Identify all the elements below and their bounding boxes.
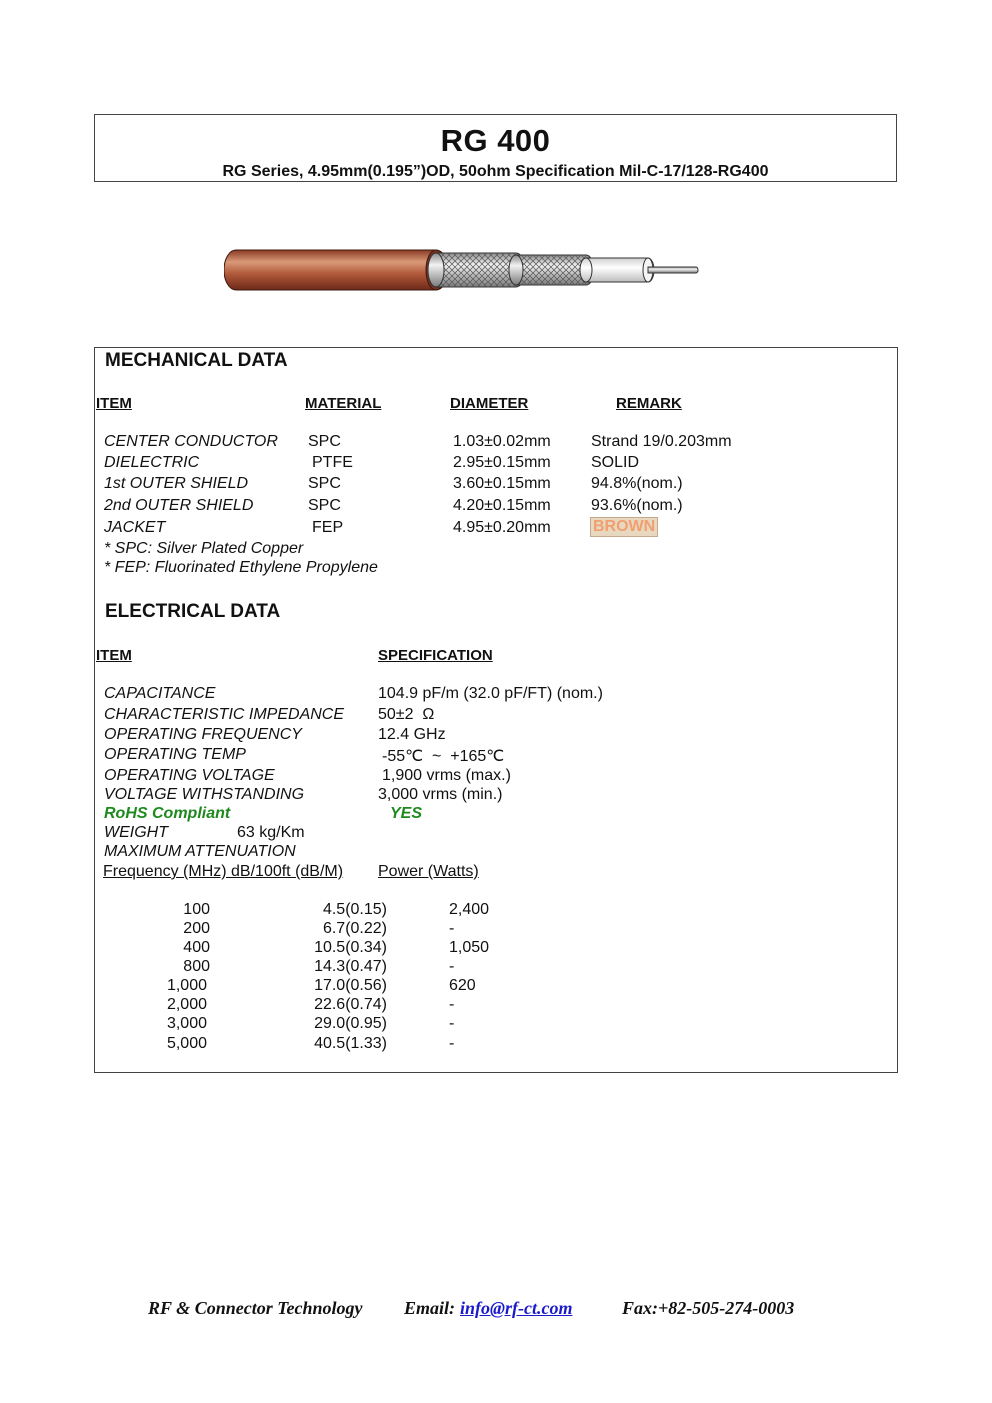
power-header: Power (Watts) xyxy=(378,863,479,880)
attenuation-title: MAXIMUM ATTENUATION xyxy=(104,843,296,860)
rohs-label: RoHS Compliant xyxy=(104,805,231,822)
atten-power: 1,050 xyxy=(449,939,490,956)
footer-email-link[interactable]: info@rf-ct.com xyxy=(460,1298,573,1318)
atten-freq: 100 xyxy=(183,901,210,918)
weight-value: 63 kg/Km xyxy=(237,824,305,841)
mech-diameter: 3.60±0.15mm xyxy=(453,475,551,492)
elec-item: OPERATING TEMP xyxy=(104,746,246,763)
mech-diameter: 2.95±0.15mm xyxy=(453,454,551,471)
elec-item: VOLTAGE WITHSTANDING xyxy=(104,786,305,803)
mech-material: SPC xyxy=(308,497,341,514)
atten-power: 2,400 xyxy=(449,901,490,918)
page-subtitle: RG Series, 4.95mm(0.195”)OD, 50ohm Specification Mil-C-17/128-RG400 xyxy=(222,163,769,180)
mech-note: * SPC: Silver Plated Copper xyxy=(104,540,304,557)
atten-freq: 1,000 xyxy=(166,977,207,994)
atten-value: 40.5(1.33) xyxy=(314,1035,387,1052)
atten-freq: 400 xyxy=(183,939,210,956)
atten-freq: 3,000 xyxy=(166,1015,207,1032)
elec-spec: 104.9 pF/m (32.0 pF/FT) (nom.) xyxy=(378,685,603,702)
atten-value: 6.7(0.22) xyxy=(322,920,387,937)
atten-value: 17.0(0.56) xyxy=(314,977,387,994)
mech-note: * FEP: Fluorinated Ethylene Propylene xyxy=(104,559,378,576)
mech-material: FEP xyxy=(312,519,344,536)
elec-col-specification: SPECIFICATION xyxy=(378,647,493,664)
atten-power: - xyxy=(449,996,455,1013)
rohs-value: YES xyxy=(390,805,423,822)
footer-company: RF & Connector Technology xyxy=(148,1298,363,1318)
elec-spec: -55℃ ~ +165℃ xyxy=(382,748,505,765)
mech-item: CENTER CONDUCTOR xyxy=(104,433,278,450)
attenuation-header: Frequency (MHz) dB/100ft (dB/M) xyxy=(103,863,344,880)
elec-item: OPERATING FREQUENCY xyxy=(104,726,302,743)
elec-spec: 12.4 GHz xyxy=(378,726,446,743)
title-box xyxy=(94,114,897,182)
mech-col-item: ITEM xyxy=(96,395,132,412)
elec-spec: 50±2 Ω xyxy=(378,706,435,723)
mech-diameter: 4.20±0.15mm xyxy=(453,497,551,514)
jacket-segment xyxy=(224,250,448,290)
jacket-color-badge: BROWN xyxy=(593,518,656,535)
mech-item: DIELECTRIC xyxy=(104,454,200,471)
atten-power: 620 xyxy=(449,977,476,994)
mech-material: PTFE xyxy=(312,454,353,471)
mech-col-diameter: DIAMETER xyxy=(450,395,529,412)
mech-diameter: 4.95±0.20mm xyxy=(453,519,551,536)
atten-freq: 800 xyxy=(183,958,210,975)
mech-col-material: MATERIAL xyxy=(305,395,382,412)
mech-material: SPC xyxy=(308,433,341,450)
atten-power: - xyxy=(449,958,455,975)
mech-remark: Strand 19/0.203mm xyxy=(591,433,732,450)
atten-freq: 5,000 xyxy=(166,1035,207,1052)
mech-item: 1st OUTER SHIELD xyxy=(104,475,249,492)
mech-remark: 94.8%(nom.) xyxy=(591,475,683,492)
atten-freq: 2,000 xyxy=(166,996,207,1013)
elec-spec: 1,900 vrms (max.) xyxy=(382,767,511,784)
mech-item: 2nd OUTER SHIELD xyxy=(104,497,254,514)
mech-material: SPC xyxy=(308,475,341,492)
atten-power: - xyxy=(449,1035,455,1052)
elec-item: CHARACTERISTIC IMPEDANCE xyxy=(104,706,345,723)
mech-remark: SOLID xyxy=(591,454,640,471)
atten-value: 29.0(0.95) xyxy=(314,1015,387,1032)
atten-value: 10.5(0.34) xyxy=(314,939,387,956)
atten-power: - xyxy=(449,920,455,937)
atten-value: 4.5(0.15) xyxy=(322,901,387,918)
footer-fax: Fax:+82-505-274-0003 xyxy=(622,1298,795,1318)
mech-col-remark: REMARK xyxy=(616,395,682,412)
atten-power: - xyxy=(449,1015,455,1032)
elec-spec: 3,000 vrms (min.) xyxy=(378,786,503,803)
atten-value: 22.6(0.74) xyxy=(314,996,387,1013)
atten-freq: 200 xyxy=(183,920,210,937)
mech-remark: 93.6%(nom.) xyxy=(591,497,683,514)
weight-label: WEIGHT xyxy=(104,824,168,841)
elec-col-item: ITEM xyxy=(96,647,132,664)
cable-illustration xyxy=(224,246,704,294)
elec-item: CAPACITANCE xyxy=(104,685,216,702)
electrical-section-title: ELECTRICAL DATA xyxy=(105,601,281,622)
mech-item: JACKET xyxy=(104,519,166,536)
footer-email-label: Email: xyxy=(404,1298,456,1318)
elec-item: OPERATING VOLTAGE xyxy=(104,767,275,784)
atten-value: 14.3(0.47) xyxy=(314,958,387,975)
mech-diameter: 1.03±0.02mm xyxy=(453,433,551,450)
mechanical-section-title: MECHANICAL DATA xyxy=(105,350,288,371)
page-title: RG 400 xyxy=(440,123,551,158)
center-conductor xyxy=(648,267,698,273)
